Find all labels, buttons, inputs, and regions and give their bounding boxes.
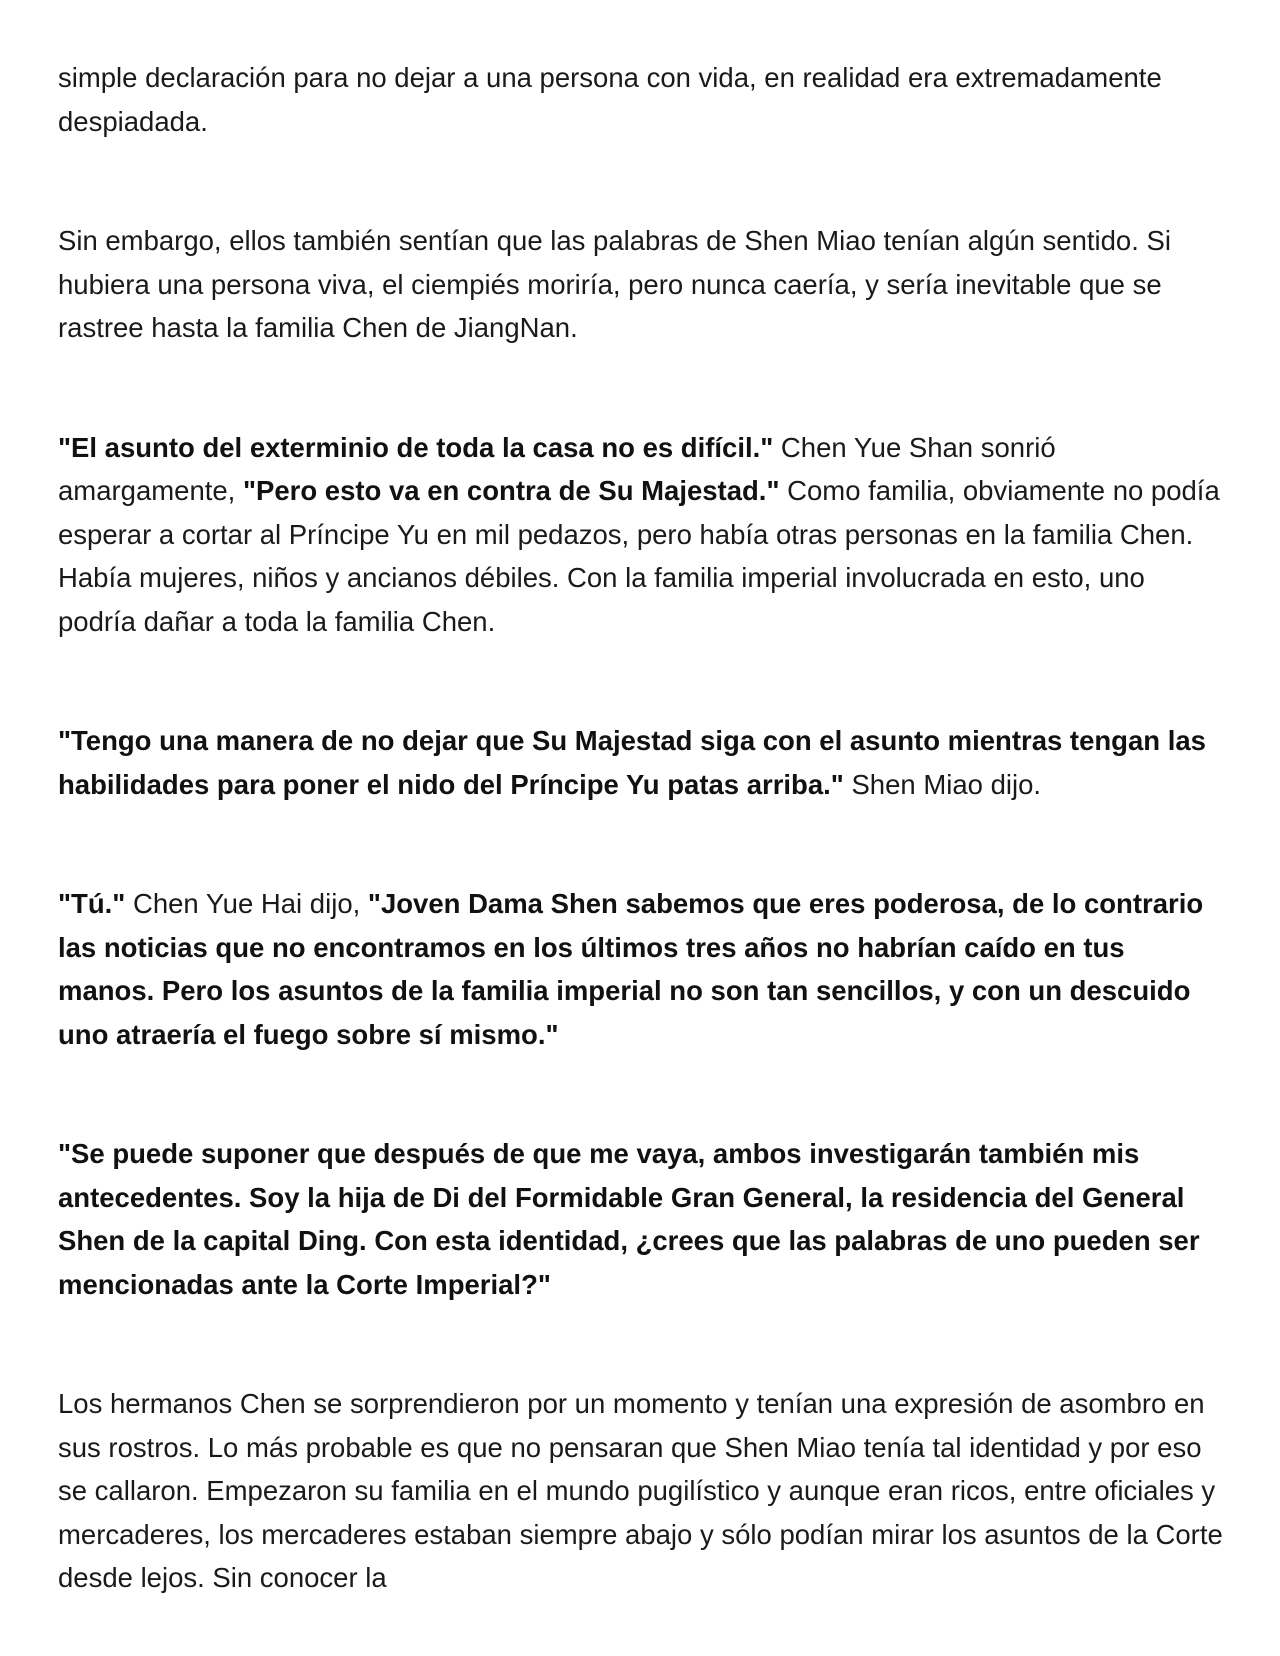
text-run: Como familia, obviamente no podía esperar a cortar al Príncipe Yu en mil pedazos, pero había otras personas en la familia Chen. Había mujeres, niños y ancianos débiles. Con la familia imperial involucrada en esto, uno podría dañar a toda la familia Chen. xyxy=(58,475,1220,637)
dialogue-run: "Tengo una manera de no dejar que Su Majestad siga con el asunto mientras tengan las habilidades para poner el nido del Príncipe Yu patas arriba." xyxy=(58,725,1206,800)
paragraph-6 xyxy=(58,1132,1228,1306)
paragraph-2 xyxy=(58,219,1228,350)
text-run: Chen Yue Shan sonrió amargamente, xyxy=(58,431,1056,506)
text-run: simple declaración para no dejar a una persona con vida, en realidad era extremadamente despiadada. xyxy=(58,62,1162,137)
dialogue-run: "Tú." xyxy=(58,888,126,919)
paragraph-5 xyxy=(58,882,1228,1056)
dialogue-run: "Pero esto va en contra de Su Majestad." xyxy=(242,475,780,506)
text-run: Chen Yue Hai dijo, xyxy=(125,888,368,919)
paragraph-3 xyxy=(58,426,1228,644)
text-run: Sin embargo, ellos también sentían que las palabras de Shen Miao tenían algún sentido. Si hubiera una persona viva, el ciempiés moriría, pero nunca caería, y sería inevitable que se rastree hasta la familia Chen de JiangNan. xyxy=(58,225,1171,343)
paragraph-7 xyxy=(58,1382,1228,1600)
paragraph-1 xyxy=(58,56,1228,143)
text-run: Shen Miao dijo. xyxy=(843,768,1042,800)
dialogue-run: "Joven Dama Shen sabemos que eres poderosa, de lo contrario las noticias que no encontramos en los últimos tres años no habrían caído en tus manos. Pero los asuntos de la familia imperial no son tan sencillos, y con un descuido uno atraería el fuego sobre sí mismo." xyxy=(58,888,1204,1050)
dialogue-run: "Se puede suponer que después de que me vaya, ambos investigarán también mis antecedentes. Soy la hija de Di del Formidable Gran General, la residencia del General Shen de la capital Ding. Con esta identidad, ¿crees que las palabras de uno pueden ser mencionadas ante la Corte Imperial?" xyxy=(58,1138,1200,1300)
text-run: Los hermanos Chen se sorprendieron por un momento y tenían una expresión de asombro en sus rostros. Lo más probable es que no pensaran que Shen Miao tenía tal identidad y por eso se callaron. Empezaron su familia en el mundo pugilístico y aunque eran ricos, entre oficiales y mercaderes, los mercaderes estaban siempre abajo y sólo podían mirar los asuntos de la Corte desde lejos. Sin conocer la xyxy=(58,1388,1223,1593)
document-page xyxy=(58,56,1228,1600)
dialogue-run: "El asunto del exterminio de toda la casa no es difícil." xyxy=(58,431,774,463)
paragraph-4 xyxy=(58,719,1228,806)
